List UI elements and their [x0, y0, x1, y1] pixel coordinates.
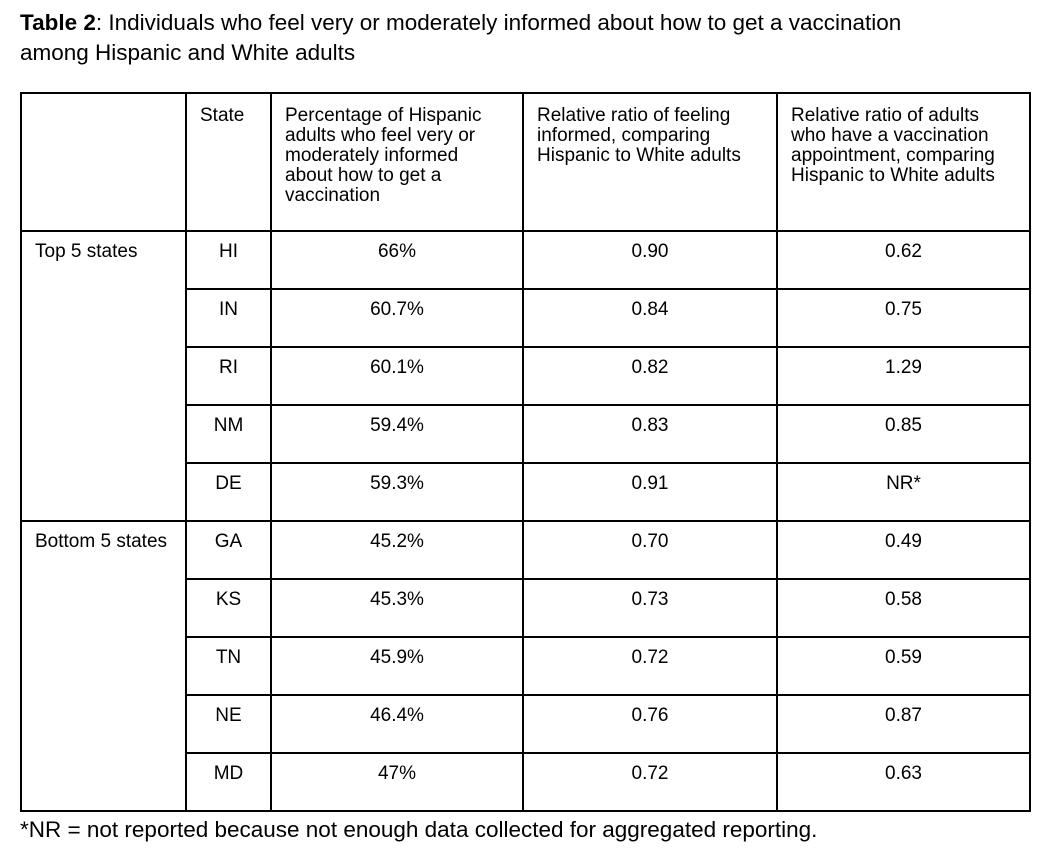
ratio-appointment-cell: NR* [777, 463, 1030, 521]
ratio-informed-cell: 0.70 [523, 521, 777, 579]
ratio-appointment-cell: 0.75 [777, 289, 1030, 347]
header-ratio-informed: Relative ratio of feeling informed, comparing Hispanic to White adults [523, 93, 777, 231]
ratio-appointment-cell: 0.85 [777, 405, 1030, 463]
state-cell: NE [186, 695, 271, 753]
percentage-cell: 45.3% [271, 579, 523, 637]
state-cell: DE [186, 463, 271, 521]
ratio-appointment-cell: 1.29 [777, 347, 1030, 405]
ratio-informed-cell: 0.90 [523, 231, 777, 289]
ratio-appointment-cell: 0.63 [777, 753, 1030, 811]
ratio-appointment-cell: 0.49 [777, 521, 1030, 579]
header-empty-cell [21, 93, 186, 231]
state-cell: IN [186, 289, 271, 347]
table-row [21, 231, 1030, 289]
state-cell: RI [186, 347, 271, 405]
table-title-label: Table 2 [20, 10, 96, 35]
percentage-cell: 60.7% [271, 289, 523, 347]
state-cell: TN [186, 637, 271, 695]
ratio-informed-cell: 0.72 [523, 753, 777, 811]
percentage-cell: 45.9% [271, 637, 523, 695]
ratio-appointment-cell: 0.87 [777, 695, 1030, 753]
state-cell: KS [186, 579, 271, 637]
ratio-informed-cell: 0.82 [523, 347, 777, 405]
header-percentage-informed: Percentage of Hispanic adults who feel very or moderately informed about how to get a vaccination [271, 93, 523, 231]
percentage-cell: 45.2% [271, 521, 523, 579]
data-table [20, 92, 1031, 812]
ratio-appointment-cell: 0.59 [777, 637, 1030, 695]
table-row [21, 521, 1030, 579]
table-title [20, 8, 940, 68]
ratio-informed-cell: 0.73 [523, 579, 777, 637]
percentage-cell: 66% [271, 231, 523, 289]
ratio-informed-cell: 0.72 [523, 637, 777, 695]
ratio-informed-cell: 0.84 [523, 289, 777, 347]
percentage-cell: 59.3% [271, 463, 523, 521]
ratio-informed-cell: 0.91 [523, 463, 777, 521]
ratio-appointment-cell: 0.62 [777, 231, 1030, 289]
percentage-cell: 47% [271, 753, 523, 811]
percentage-cell: 60.1% [271, 347, 523, 405]
state-cell: HI [186, 231, 271, 289]
ratio-informed-cell: 0.83 [523, 405, 777, 463]
row-group-label: Bottom 5 states [21, 521, 186, 811]
header-state: State [186, 93, 271, 231]
ratio-appointment-cell: 0.58 [777, 579, 1030, 637]
state-cell: MD [186, 753, 271, 811]
header-row [21, 93, 1030, 231]
row-group-label: Top 5 states [21, 231, 186, 521]
ratio-informed-cell: 0.76 [523, 695, 777, 753]
header-ratio-appointment: Relative ratio of adults who have a vaccination appointment, comparing Hispanic to White adults [777, 93, 1030, 231]
state-cell: GA [186, 521, 271, 579]
state-cell: NM [186, 405, 271, 463]
footnote: *NR = not reported because not enough data collected for aggregated reporting. [20, 817, 818, 842]
percentage-cell: 59.4% [271, 405, 523, 463]
table-title-text: : Individuals who feel very or moderately informed about how to get a vaccination among Hispanic and White adults [20, 10, 902, 65]
percentage-cell: 46.4% [271, 695, 523, 753]
